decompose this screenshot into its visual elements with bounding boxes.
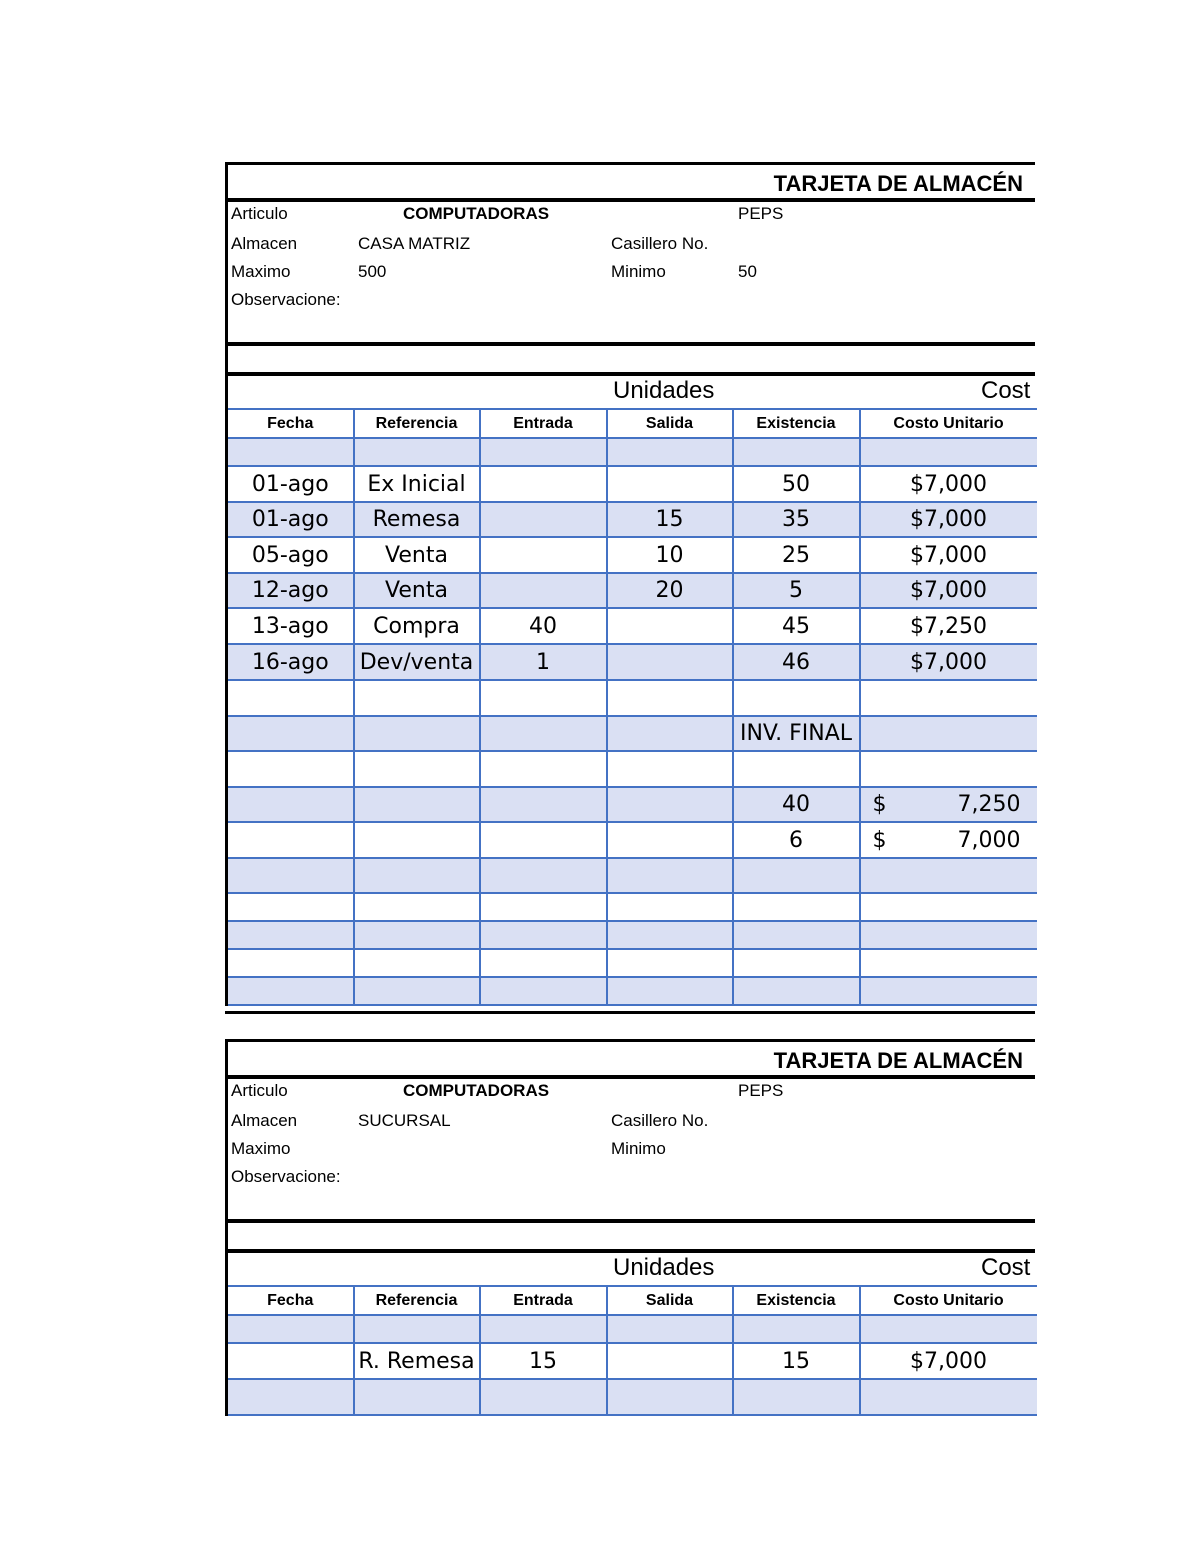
cell-referencia bbox=[354, 858, 480, 893]
cell-referencia: Dev/venta bbox=[354, 644, 480, 680]
cell-referencia bbox=[354, 680, 480, 716]
table-row bbox=[227, 858, 1037, 893]
casillero-label: Casillero No. bbox=[611, 234, 709, 253]
cell-fecha: 05-ago bbox=[227, 537, 354, 573]
cell-referencia bbox=[354, 893, 480, 921]
maximo-value: 500 bbox=[358, 262, 387, 281]
cell-entrada bbox=[480, 858, 607, 893]
cell-referencia bbox=[354, 949, 480, 977]
cell-entrada bbox=[480, 502, 607, 537]
cell-salida bbox=[607, 977, 733, 1005]
cell-entrada: 1 bbox=[480, 644, 607, 680]
unidades-label: Unidades bbox=[613, 1254, 715, 1281]
cell-fecha bbox=[227, 438, 354, 466]
articulo-label: Articulo bbox=[231, 204, 288, 223]
almacen-value: SUCURSAL bbox=[358, 1111, 451, 1130]
cell-referencia: Venta bbox=[354, 537, 480, 573]
cell-salida: 15 bbox=[607, 502, 733, 537]
cell-salida bbox=[607, 949, 733, 977]
cell-costo-unitario: $7,000 bbox=[860, 644, 1037, 680]
cell-entrada bbox=[480, 438, 607, 466]
table-row bbox=[227, 573, 1037, 608]
table-row bbox=[227, 438, 1037, 466]
cell-costo-unitario: $7,000 bbox=[860, 1343, 1037, 1379]
cell-costo-unitario: $7,000 bbox=[860, 502, 1037, 537]
cell-salida bbox=[607, 921, 733, 949]
cell-entrada bbox=[480, 751, 607, 787]
cell-costo-unitario bbox=[860, 858, 1037, 893]
articulo-label: Articulo bbox=[231, 1081, 288, 1100]
articulo-value: COMPUTADORAS bbox=[403, 1081, 550, 1100]
table-row bbox=[227, 822, 1037, 858]
cell-salida: 20 bbox=[607, 573, 733, 608]
costo-label: Cost bbox=[981, 377, 1031, 404]
card-title-bar bbox=[225, 1039, 1035, 1079]
table-row bbox=[227, 949, 1037, 977]
cell-fecha bbox=[227, 680, 354, 716]
cell-fecha bbox=[227, 787, 354, 822]
table-row bbox=[227, 680, 1037, 716]
table-row bbox=[227, 502, 1037, 537]
cell-salida bbox=[607, 438, 733, 466]
cell-salida bbox=[607, 716, 733, 751]
cell-costo-unitario bbox=[860, 921, 1037, 949]
card-title: TARJETA DE ALMACÉN bbox=[773, 171, 1023, 196]
column-header-existencia: Existencia bbox=[733, 409, 860, 438]
cell-referencia: Remesa bbox=[354, 502, 480, 537]
minimo-label: Minimo bbox=[611, 262, 666, 281]
casillero-label: Casillero No. bbox=[611, 1111, 709, 1130]
table-row bbox=[227, 893, 1037, 921]
cell-existencia bbox=[733, 1315, 860, 1343]
cell-salida bbox=[607, 680, 733, 716]
table-row bbox=[227, 1379, 1037, 1415]
column-header-salida: Salida bbox=[607, 409, 733, 438]
cell-existencia bbox=[733, 751, 860, 787]
cell-fecha: 13-ago bbox=[227, 608, 354, 644]
cell-referencia bbox=[354, 1315, 480, 1343]
unidades-label: Unidades bbox=[613, 377, 715, 404]
cell-entrada bbox=[480, 893, 607, 921]
warehouse-card-1 bbox=[225, 162, 1035, 1014]
almacen-label: Almacen bbox=[231, 234, 298, 253]
table-row bbox=[227, 716, 1037, 751]
cell-entrada bbox=[480, 1315, 607, 1343]
cell-fecha bbox=[227, 822, 354, 858]
table-row bbox=[227, 1315, 1037, 1343]
minimo-value: 50 bbox=[738, 262, 757, 281]
cell-fecha bbox=[227, 1379, 354, 1415]
cell-costo-unitario bbox=[860, 438, 1037, 466]
cell-entrada bbox=[480, 573, 607, 608]
separator-bar bbox=[225, 342, 1035, 372]
cell-fecha: 01-ago bbox=[227, 502, 354, 537]
currency-symbol: $ bbox=[872, 827, 887, 853]
cell-referencia: Ex Inicial bbox=[354, 466, 480, 502]
column-header-referencia: Referencia bbox=[354, 1286, 480, 1315]
table-row bbox=[227, 751, 1037, 787]
table-header-row bbox=[227, 1286, 1037, 1315]
cell-existencia bbox=[733, 949, 860, 977]
cell-entrada bbox=[480, 716, 607, 751]
cell-referencia: R. Remesa bbox=[354, 1343, 480, 1379]
observaciones-label: Observacione: bbox=[231, 290, 341, 309]
method-value: PEPS bbox=[738, 204, 784, 223]
cell-entrada bbox=[480, 680, 607, 716]
cell-referencia bbox=[354, 787, 480, 822]
maximo-label: Maximo bbox=[231, 262, 291, 281]
cell-fecha: 16-ago bbox=[227, 644, 354, 680]
table-row bbox=[227, 608, 1037, 644]
cell-referencia bbox=[354, 977, 480, 1005]
cell-salida bbox=[607, 644, 733, 680]
costo-label: Cost bbox=[981, 1254, 1031, 1281]
cell-costo-unitario bbox=[860, 751, 1037, 787]
cell-costo-unitario bbox=[860, 893, 1037, 921]
card-title: TARJETA DE ALMACÉN bbox=[773, 1048, 1023, 1073]
cell-referencia bbox=[354, 751, 480, 787]
units-header bbox=[225, 1249, 1035, 1285]
cell-fecha bbox=[227, 858, 354, 893]
cell-fecha bbox=[227, 716, 354, 751]
method-value: PEPS bbox=[738, 1081, 784, 1100]
table-header-row bbox=[227, 409, 1037, 438]
cell-costo-unitario: $7,000 bbox=[860, 537, 1037, 573]
cell-existencia: 15 bbox=[733, 1343, 860, 1379]
movements-table bbox=[225, 1285, 1037, 1416]
cell-existencia bbox=[733, 858, 860, 893]
cell-costo-unitario bbox=[860, 1379, 1037, 1415]
cell-existencia bbox=[733, 921, 860, 949]
table-row bbox=[227, 644, 1037, 680]
table-row bbox=[227, 537, 1037, 573]
cell-referencia: Compra bbox=[354, 608, 480, 644]
movements-table bbox=[225, 408, 1037, 1006]
cell-existencia bbox=[733, 977, 860, 1005]
column-header-entrada: Entrada bbox=[480, 409, 607, 438]
cell-fecha: 12-ago bbox=[227, 573, 354, 608]
column-header-costo-unitario: Costo Unitario bbox=[860, 1286, 1037, 1315]
almacen-label: Almacen bbox=[231, 1111, 298, 1130]
cell-referencia bbox=[354, 716, 480, 751]
cell-fecha bbox=[227, 1343, 354, 1379]
cell-salida bbox=[607, 466, 733, 502]
currency-symbol: $ bbox=[872, 792, 887, 817]
cell-referencia bbox=[354, 1379, 480, 1415]
cell-entrada bbox=[480, 949, 607, 977]
cell-existencia: 45 bbox=[733, 608, 860, 644]
cell-entrada bbox=[480, 537, 607, 573]
cell-existencia: 50 bbox=[733, 466, 860, 502]
amount: 7,000 bbox=[957, 827, 1021, 853]
cell-entrada bbox=[480, 466, 607, 502]
card-info bbox=[225, 202, 1035, 342]
cell-existencia: 5 bbox=[733, 573, 860, 608]
cell-fecha bbox=[227, 751, 354, 787]
cell-salida bbox=[607, 1343, 733, 1379]
cell-costo-unitario bbox=[860, 680, 1037, 716]
column-header-fecha: Fecha bbox=[227, 409, 354, 438]
cell-entrada bbox=[480, 921, 607, 949]
almacen-value: CASA MATRIZ bbox=[358, 234, 471, 253]
cell-salida: 10 bbox=[607, 537, 733, 573]
cell-entrada bbox=[480, 822, 607, 858]
cell-fecha bbox=[227, 893, 354, 921]
table-row bbox=[227, 787, 1037, 822]
separator-bar bbox=[225, 1219, 1035, 1249]
cell-existencia: 25 bbox=[733, 537, 860, 573]
cell-costo-unitario bbox=[860, 787, 1037, 822]
cell-salida bbox=[607, 822, 733, 858]
cell-salida bbox=[607, 1379, 733, 1415]
column-header-fecha: Fecha bbox=[227, 1286, 354, 1315]
cell-existencia: 46 bbox=[733, 644, 860, 680]
table-row bbox=[227, 1343, 1037, 1379]
cell-entrada: 40 bbox=[480, 608, 607, 644]
cell-salida bbox=[607, 858, 733, 893]
cell-costo-unitario: $7,250 bbox=[860, 608, 1037, 644]
column-header-salida: Salida bbox=[607, 1286, 733, 1315]
cell-salida bbox=[607, 787, 733, 822]
column-header-referencia: Referencia bbox=[354, 409, 480, 438]
column-header-entrada: Entrada bbox=[480, 1286, 607, 1315]
cell-entrada: 15 bbox=[480, 1343, 607, 1379]
cell-entrada bbox=[480, 1379, 607, 1415]
cell-referencia bbox=[354, 822, 480, 858]
cell-existencia bbox=[733, 680, 860, 716]
cell-fecha bbox=[227, 921, 354, 949]
cell-fecha bbox=[227, 977, 354, 1005]
card-title-bar bbox=[225, 162, 1035, 202]
warehouse-card-2 bbox=[225, 1039, 1035, 1419]
cell-costo-unitario bbox=[860, 822, 1037, 858]
cell-salida bbox=[607, 608, 733, 644]
table-row bbox=[227, 466, 1037, 502]
cell-costo-unitario: $7,000 bbox=[860, 466, 1037, 502]
cell-salida bbox=[607, 751, 733, 787]
cell-costo-unitario bbox=[860, 977, 1037, 1005]
cell-referencia: Venta bbox=[354, 573, 480, 608]
cell-referencia bbox=[354, 438, 480, 466]
cell-fecha: 01-ago bbox=[227, 466, 354, 502]
cell-costo-unitario bbox=[860, 1315, 1037, 1343]
minimo-label: Minimo bbox=[611, 1139, 666, 1158]
cell-costo-unitario: $7,000 bbox=[860, 573, 1037, 608]
articulo-value: COMPUTADORAS bbox=[403, 204, 550, 223]
cell-existencia bbox=[733, 1379, 860, 1415]
cell-existencia: 6 bbox=[733, 822, 860, 858]
cell-salida bbox=[607, 1315, 733, 1343]
maximo-label: Maximo bbox=[231, 1139, 291, 1158]
cell-entrada bbox=[480, 977, 607, 1005]
amount: 7,250 bbox=[957, 792, 1021, 817]
cell-existencia: 35 bbox=[733, 502, 860, 537]
cell-costo-unitario bbox=[860, 716, 1037, 751]
cell-entrada bbox=[480, 787, 607, 822]
table-row bbox=[227, 977, 1037, 1005]
cell-existencia bbox=[733, 438, 860, 466]
column-header-existencia: Existencia bbox=[733, 1286, 860, 1315]
cell-existencia: INV. FINAL bbox=[733, 716, 860, 751]
cell-existencia: 40 bbox=[733, 787, 860, 822]
observaciones-label: Observacione: bbox=[231, 1167, 341, 1186]
units-header bbox=[225, 372, 1035, 408]
cell-costo-unitario bbox=[860, 949, 1037, 977]
table-row bbox=[227, 921, 1037, 949]
card-bottom-border bbox=[225, 1011, 1035, 1014]
cell-fecha bbox=[227, 949, 354, 977]
cell-salida bbox=[607, 893, 733, 921]
column-header-costo-unitario: Costo Unitario bbox=[860, 409, 1037, 438]
cell-existencia bbox=[733, 893, 860, 921]
cell-fecha bbox=[227, 1315, 354, 1343]
card-info bbox=[225, 1079, 1035, 1219]
cell-referencia bbox=[354, 921, 480, 949]
